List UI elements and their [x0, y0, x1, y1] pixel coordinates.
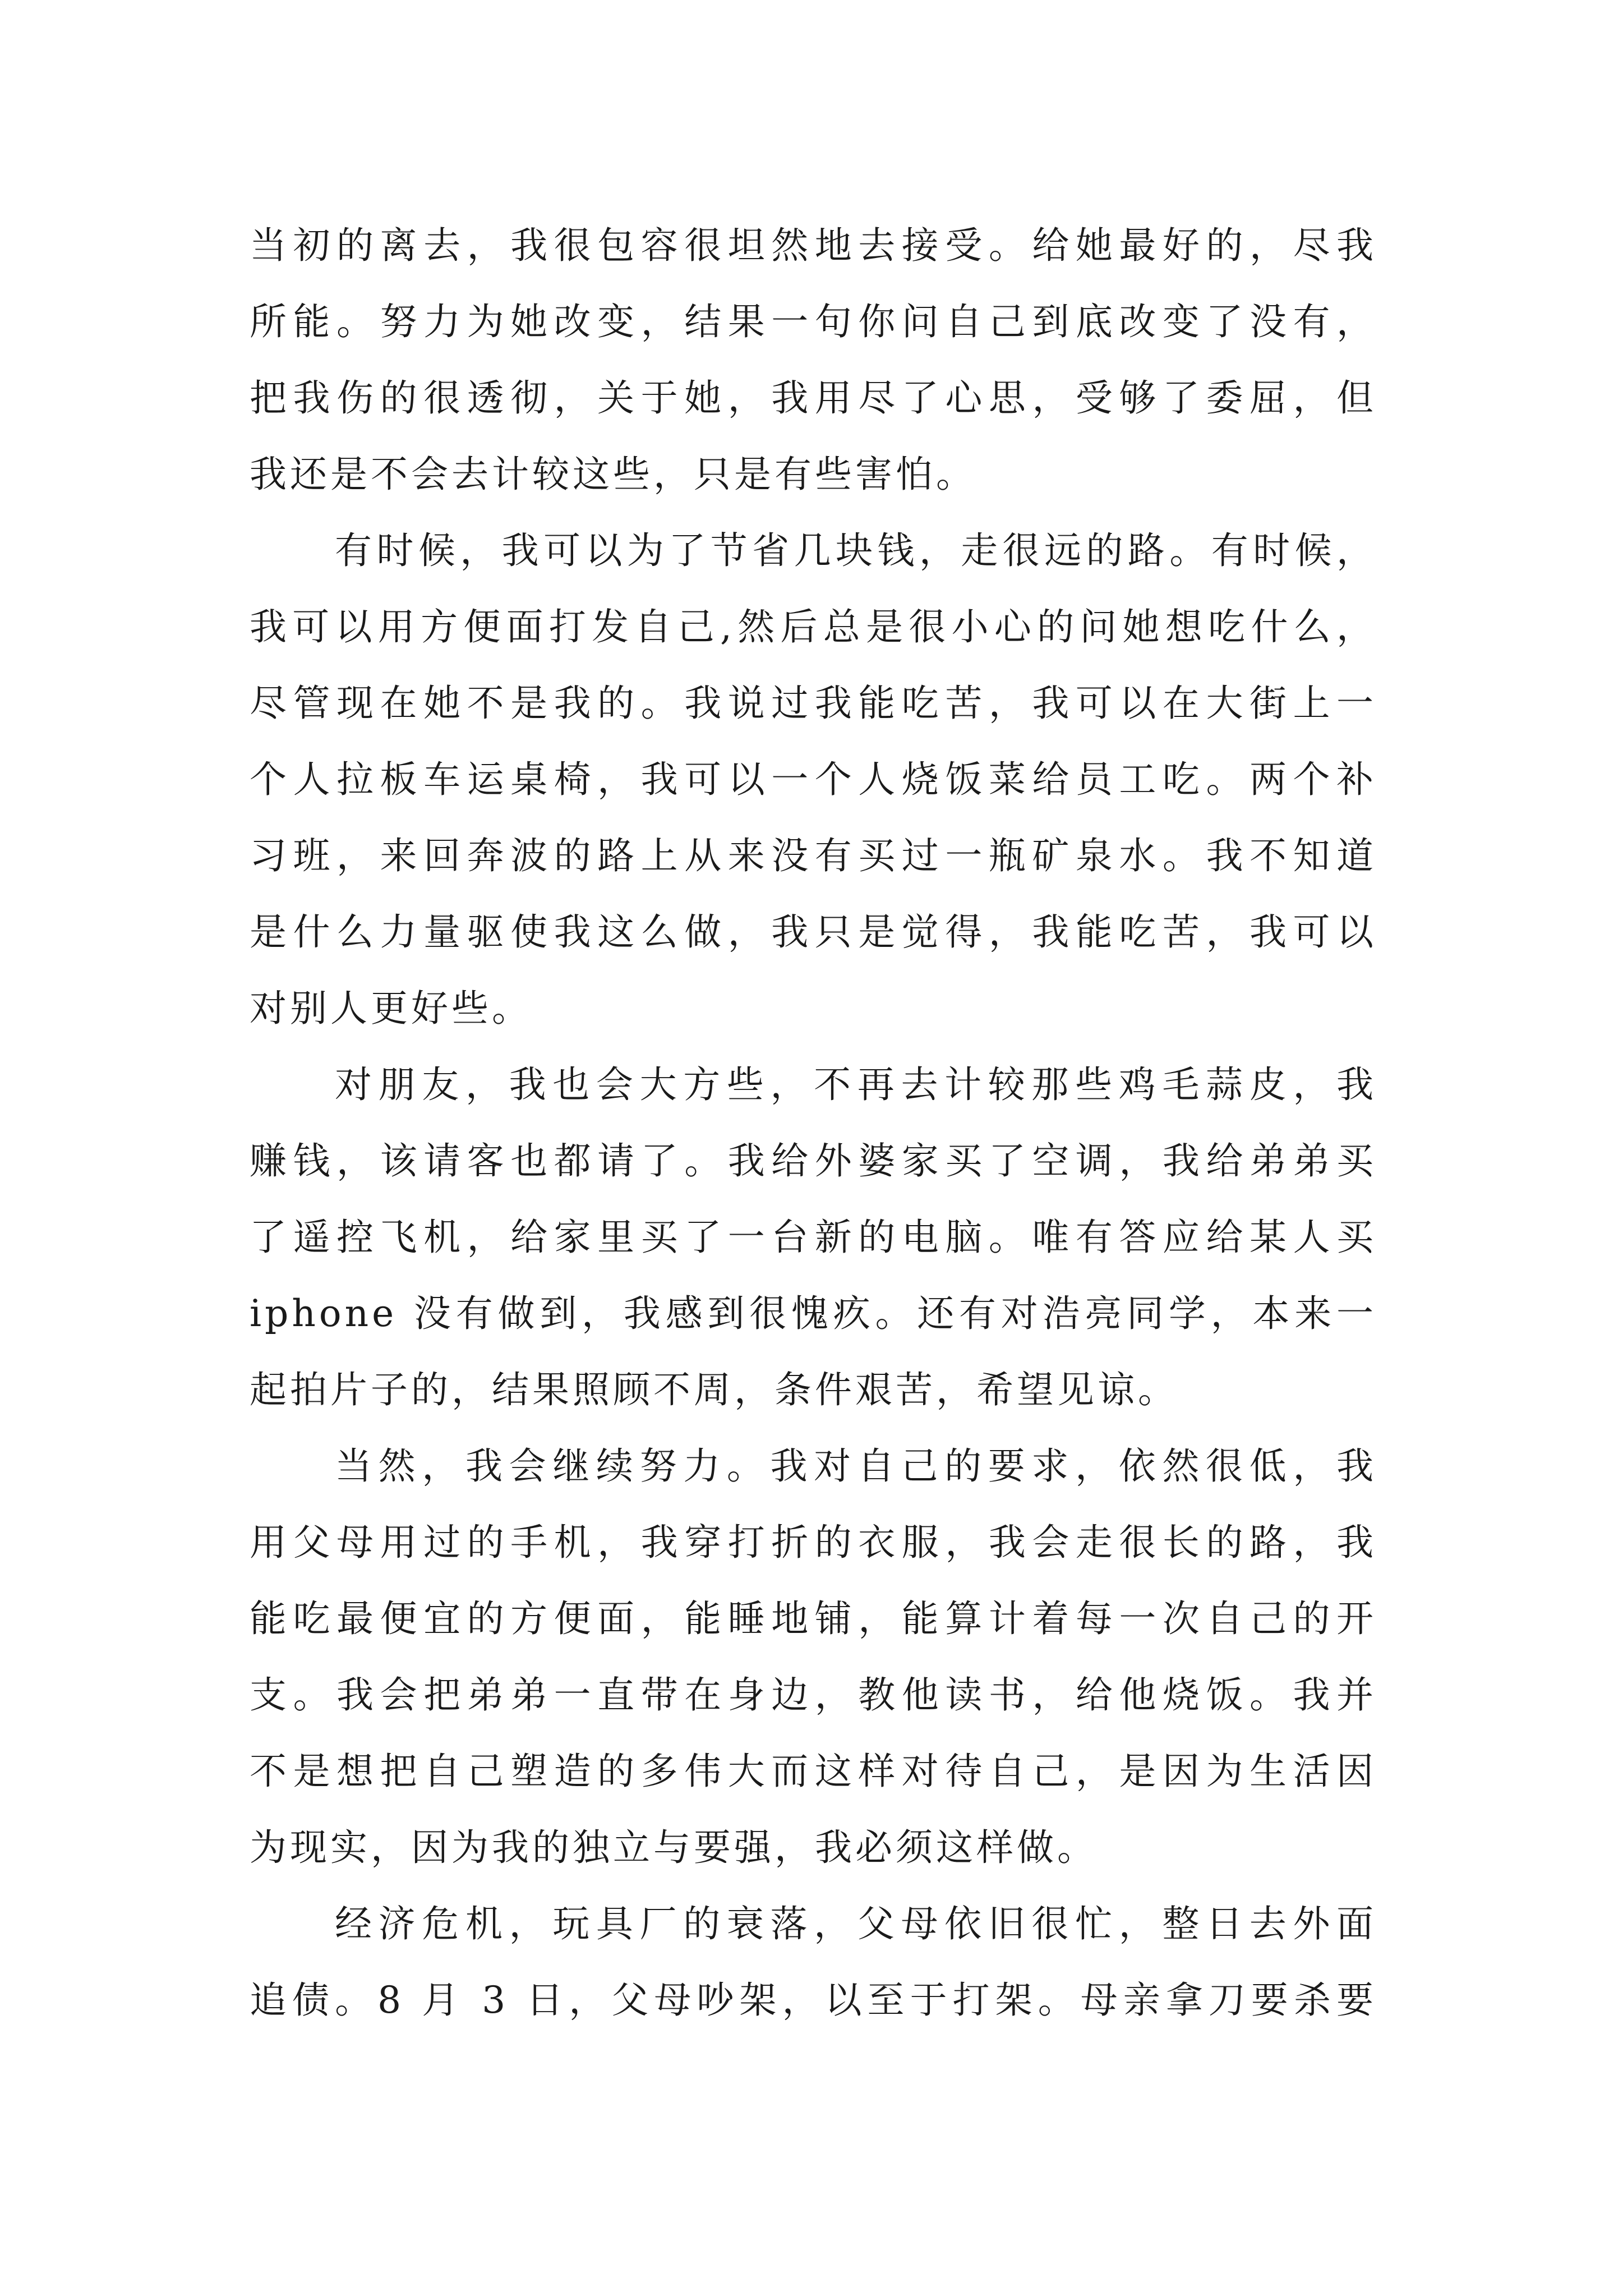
text-line: 用父母用过的手机，我穿打折的衣服，我会走很长的路，我	[250, 1521, 1377, 1564]
text-line: 经济危机，玩具厂的衰落，父母依旧很忙，整日去外面	[335, 1902, 1377, 1945]
text-line: 有时候，我可以为了节省几块钱，走很远的路。有时候，	[335, 529, 1377, 572]
text-line: 赚钱，该请客也都请了。我给外婆家买了空调，我给弟弟买	[250, 1139, 1377, 1182]
text-line: 当然，我会继续努力。我对自己的要求，依然很低，我	[335, 1444, 1377, 1488]
text-line: 我可以用方便面打发自己,然后总是很小心的问她想吃什么，	[250, 605, 1377, 648]
text-line: 能吃最便宜的方便面，能睡地铺，能算计着每一次自己的开	[250, 1597, 1377, 1640]
text-line: 是什么力量驱使我这么做，我只是觉得，我能吃苦，我可以	[250, 910, 1377, 954]
text-line: 起拍片子的，结果照顾不周，条件艰苦，希望见谅。	[250, 1368, 1178, 1411]
text-line: 为现实，因为我的独立与要强，我必须这样做。	[250, 1826, 1098, 1869]
text-line: 个人拉板车运桌椅，我可以一个人烧饭菜给员工吃。两个补	[250, 758, 1377, 801]
text-line: 习班，来回奔波的路上从来没有买过一瓶矿泉水。我不知道	[250, 834, 1377, 877]
text-line: 支。我会把弟弟一直带在身边，教他读书，给他烧饭。我并	[250, 1673, 1377, 1717]
text-line: 所能。努力为她改变，结果一句你问自己到底改变了没有，	[250, 300, 1377, 343]
text-line: 当初的离去，我很包容很坦然地去接受。给她最好的，尽我	[250, 224, 1377, 267]
text-line: 了遥控飞机，给家里买了一台新的电脑。唯有答应给某人买	[250, 1216, 1377, 1259]
text-line: 尽管现在她不是我的。我说过我能吃苦，我可以在大街上一	[250, 682, 1377, 725]
text-line: 追债。8 月 3 日，父母吵架，以至于打架。母亲拿刀要杀要	[250, 1978, 1377, 2022]
text-line: 对别人更好些。	[250, 987, 532, 1030]
text-line: 不是想把自己塑造的多伟大而这样对待自己，是因为生活因	[250, 1750, 1377, 1793]
text-line: 对朋友，我也会大方些，不再去计较那些鸡毛蒜皮，我	[335, 1063, 1377, 1106]
text-line: 我还是不会去计较这些，只是有些害怕。	[250, 453, 976, 496]
body-text	[250, 208, 1377, 2039]
text-line: iphone 没有做到，我感到很愧疚。还有对浩亮同学，本来一	[250, 1292, 1377, 1335]
text-line: 把我伤的很透彻，关于她，我用尽了心思，受够了委屈，但	[250, 376, 1377, 420]
